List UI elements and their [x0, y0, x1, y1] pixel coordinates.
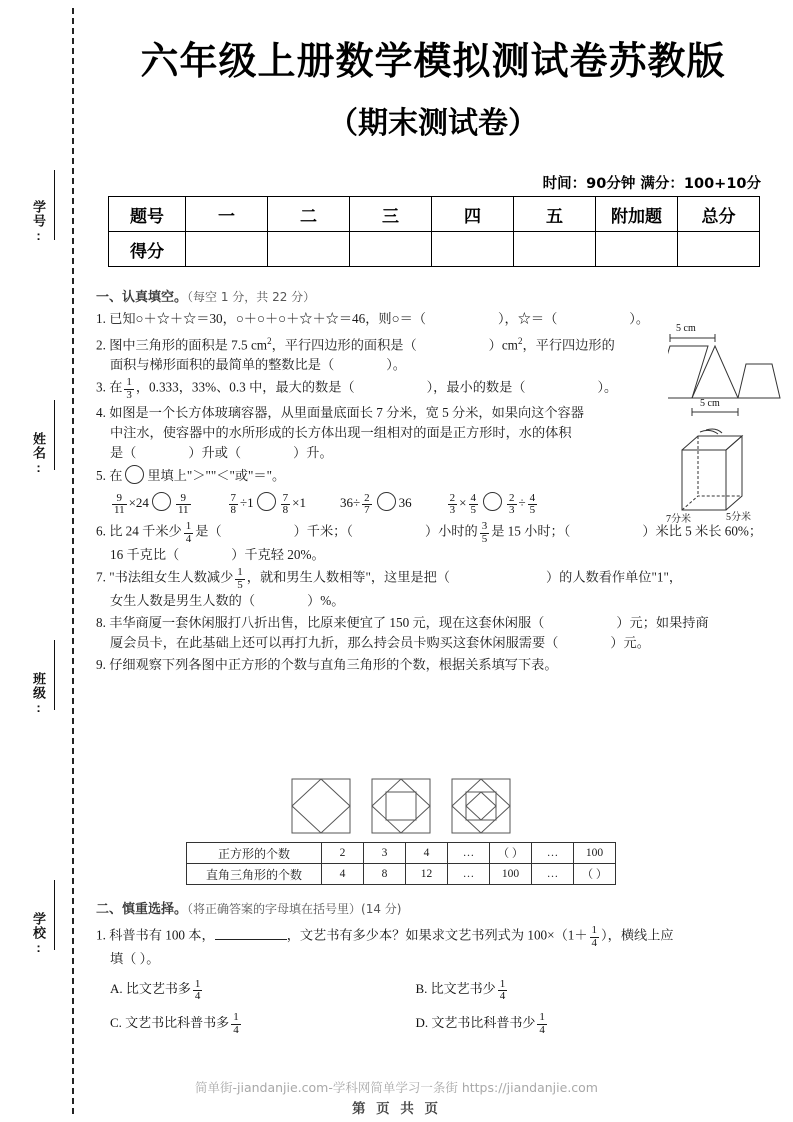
option-row-ab: [96, 978, 721, 1003]
section-two-note: （将正确答案的字母填在括号里）(14 分): [187, 902, 402, 916]
fraction-7-8-right: [281, 493, 291, 517]
comparison-row: [110, 492, 721, 517]
score-cell-bonus[interactable]: [596, 232, 678, 267]
option-b-key: B.: [415, 981, 428, 997]
fraction-numerator: 4: [529, 491, 536, 504]
inner-square-2: [386, 792, 416, 820]
count-cell-s1: 2: [322, 843, 364, 864]
dim-label-top: 5 cm: [676, 323, 696, 334]
fraction-numerator: 1: [499, 977, 506, 990]
option-c[interactable]: [96, 1012, 416, 1037]
fraction-denominator: 3: [126, 388, 132, 401]
count-cell-t3: 12: [406, 864, 448, 885]
question-7-text-e: ）%。: [307, 593, 345, 609]
fraction-4-5-left: [469, 493, 479, 517]
score-table: [108, 196, 760, 267]
cuboid-top-face: [682, 436, 742, 450]
question-8-line-2: [96, 633, 721, 653]
comparison-op-2a: ÷1: [240, 495, 254, 511]
question-8-text-d: ）元。: [610, 635, 650, 651]
inner-diamond-2: [372, 779, 430, 833]
rail-segment-3: [54, 640, 55, 710]
option-c-key: C.: [110, 1014, 122, 1030]
count-row-label-triangles: 直角三角形的个数: [187, 864, 322, 885]
option-d-fraction: [537, 1012, 547, 1036]
dim-label-length: 7分米: [666, 514, 691, 525]
question-4-text-c: ）升。: [293, 445, 333, 461]
choice-q1-text-b: ，文艺书有多少本？如果求文艺书列式为 100×（1＋: [286, 927, 588, 943]
option-d[interactable]: [416, 1012, 722, 1037]
question-6-text-d: ）小时的: [424, 523, 478, 539]
composite-shape-figure: [668, 324, 786, 432]
inner-square-3: [466, 792, 496, 820]
score-cell-2[interactable]: [268, 232, 350, 267]
page-footer: 第 页 共 页: [351, 1101, 442, 1117]
composite-shape-svg: [668, 324, 786, 432]
question-9: [96, 655, 721, 675]
question-7-line-1: [96, 567, 721, 591]
question-2-text-e: 面积与梯形面积的最简单的整数比是（: [110, 357, 335, 373]
fraction-denominator: 4: [499, 990, 506, 1003]
question-4-line-2: 中注水，使容器中的水所形成的长方体出现一组相对的面是正方形时，水的体积: [110, 425, 572, 441]
compare-circle-1[interactable]: [152, 492, 171, 511]
question-6-text-g: 16 千克比（: [110, 547, 180, 563]
fraction-denominator: 11: [114, 504, 125, 517]
fraction-denominator: 3: [449, 504, 456, 517]
cuboid-container-figure: [664, 428, 788, 530]
compare-circle-4[interactable]: [483, 492, 502, 511]
fraction-numerator: 4: [470, 491, 476, 504]
option-a-label: 比文艺书多: [125, 981, 191, 997]
comparison-item-4: $\frac{2}{3}$ × $\frac{4}{5}$ $\frac{2}{3}$ ÷ $\frac{4}{5}$: [449, 491, 536, 517]
question-4-text-b: ）升或（: [188, 445, 242, 461]
fraction-numerator: 2: [364, 491, 370, 504]
fraction-one-fourth-q6: [184, 521, 194, 545]
comparison-item-3: [340, 492, 412, 517]
inner-diamond-3b: [466, 792, 496, 820]
outer-square-3: [452, 779, 510, 833]
fraction-2-7: [362, 493, 372, 517]
pour-arc-1: [700, 430, 718, 434]
fraction-one-fourth-choice: [590, 925, 600, 949]
cuboid-right-face: [726, 436, 742, 510]
inner-diamond-1: [292, 779, 350, 833]
question-7-text-a: 7. "书法组女生人数减少: [96, 569, 234, 585]
fraction-denominator: 11: [177, 504, 189, 517]
count-table: [186, 842, 616, 885]
count-cell-s6: …: [532, 843, 574, 864]
pattern-figure-strip: [288, 776, 520, 838]
superscript-two-a: 2: [267, 336, 272, 346]
question-6-text-a: 6. 比 24 千米少: [96, 523, 182, 539]
fraction-three-fifth-q6: [480, 521, 490, 545]
score-col-5: 五: [514, 197, 596, 232]
pattern-figure-3: [448, 776, 514, 836]
question-9-line: 9. 仔细观察下列各图中正方形的个数与直角三角形的个数，根据关系填写下表。: [96, 657, 558, 673]
outer-square-1: [292, 779, 350, 833]
fraction-numerator: 2: [509, 491, 515, 504]
outer-square-2: [372, 779, 430, 833]
score-col-2: 二: [268, 197, 350, 232]
superscript-two-b: 2: [517, 336, 523, 346]
fraction-denominator: 7: [364, 504, 370, 517]
question-3: [96, 377, 721, 401]
fraction-7-8-left: [229, 493, 239, 517]
rail-segment-2: [54, 400, 55, 470]
question-6-text-f: ）米比 5 米长 60%；: [642, 523, 763, 539]
choice-q1-text-a: 1. 科普书有 100 本，: [96, 927, 215, 943]
watermark-text: 简单街-jiandanjie.com-学科网简单学习一条街 https://jiandanjie.com: [194, 1080, 598, 1095]
question-8-text-a: 8. 丰华商厦一套休闲服打八折出售，比原来便宜了 150 元，现在这套休闲服（: [96, 615, 545, 631]
score-col-4: 四: [432, 197, 514, 232]
section-one-note: （每空 1 分，共 22 分）: [187, 290, 316, 304]
fraction-numerator: 1: [539, 1011, 545, 1024]
score-row-label-score: 得分: [109, 232, 186, 267]
option-c-fraction: [231, 1012, 241, 1036]
score-col-3: 三: [350, 197, 432, 232]
question-7: [96, 567, 721, 611]
question-2-line-2: [96, 355, 721, 375]
question-1-mid: ），☆＝（: [497, 311, 558, 326]
question-6-line-2: [96, 545, 721, 565]
option-a[interactable]: [96, 978, 416, 1003]
margin-rail: [0, 0, 88, 1122]
score-col-total: 总分: [678, 197, 760, 232]
count-cell-s7: 100: [574, 843, 616, 864]
fraction-denominator: 5: [470, 504, 476, 517]
compare-circle-3[interactable]: [377, 492, 396, 511]
option-a-fraction: [193, 979, 203, 1003]
score-cell-3[interactable]: [350, 232, 432, 267]
question-4-line-3: [96, 443, 721, 463]
fraction-numerator: 9: [180, 491, 186, 504]
trapezoid-shape: [738, 364, 780, 398]
question-7-line-2: [96, 591, 721, 611]
fraction-numerator: 1: [233, 1011, 239, 1024]
fraction-denominator: 4: [233, 1023, 239, 1036]
choice-q1-inline-blank[interactable]: [215, 926, 287, 940]
fraction-numerator: 1: [185, 520, 192, 533]
comparison-op-3: 36: [398, 495, 412, 511]
choice-question-1-line-2[interactable]: 填（ ）。: [110, 951, 160, 967]
count-cell-t7[interactable]: （ ）: [574, 864, 616, 885]
field-label-name: 姓名:: [31, 432, 46, 476]
pattern-figure-1: [288, 776, 354, 836]
fraction-numerator: 7: [230, 491, 237, 504]
pour-arc-2: [706, 429, 722, 433]
fraction-numerator: 1: [591, 924, 598, 936]
fraction-9-11-left: [112, 493, 127, 517]
section-one: [96, 286, 763, 677]
table-row-triangles: [187, 864, 616, 885]
count-cell-t2: 8: [364, 864, 406, 885]
score-cell-total[interactable]: [678, 232, 760, 267]
question-8-text-b: ）元；如果持商: [616, 615, 709, 631]
rail-segment-4: [54, 880, 55, 950]
fraction-2-3-left: [448, 493, 458, 517]
question-2-text-d: ，平行四边形的: [522, 337, 615, 353]
question-6: [96, 520, 763, 565]
option-d-label: 文艺书比科普书少: [431, 1014, 536, 1030]
question-5: [96, 465, 721, 486]
fraction-4-5-right: [528, 493, 538, 517]
count-cell-s2: 3: [364, 843, 406, 864]
page-title: 六年级上册数学模拟测试卷苏教版: [140, 39, 726, 83]
question-2-text-b: ，平行四边形的面积是（: [271, 337, 417, 353]
choice-question-1-line-1: [96, 925, 721, 949]
fraction-one-third: [124, 377, 134, 401]
option-row-cd: [96, 1012, 721, 1037]
score-col-1: 一: [186, 197, 268, 232]
count-cell-s3: 4: [406, 843, 448, 864]
dim-label-width: 5分米: [726, 512, 751, 523]
option-d-key: D.: [415, 1014, 429, 1030]
triangle-shape: [692, 346, 738, 398]
question-6-text-c: ）千米；（: [293, 523, 353, 539]
fraction-one-fifth-q7: [235, 567, 245, 591]
count-cell-t1: 4: [322, 864, 364, 885]
fraction-numerator: 3: [481, 520, 488, 533]
inner-diamond-3: [452, 779, 510, 833]
section-two: [96, 898, 721, 1036]
question-7-text-c: ）的人数看作单位"1"，: [545, 569, 683, 585]
count-cell-s4: …: [448, 843, 490, 864]
fraction-denominator: 8: [282, 504, 289, 517]
question-5-text-b: 里填上"＞""＜"或"＝"。: [147, 468, 286, 484]
question-3-text-a: 3. 在: [96, 379, 123, 395]
question-1-line: [96, 309, 721, 329]
count-cell-t6: …: [532, 864, 574, 885]
fraction-numerator: 1: [126, 376, 132, 389]
count-row-label-squares: 正方形的个数: [187, 843, 322, 864]
question-7-text-b: ，就和男生人数相等"，这里是把（: [246, 569, 450, 585]
question-2: [96, 331, 721, 375]
option-b-label: 比文艺书少: [430, 981, 496, 997]
field-label-class: 班级:: [31, 672, 46, 716]
comparison-item-2: [227, 492, 306, 517]
table-row-squares: [187, 843, 616, 864]
section-one-heading: [96, 286, 721, 305]
question-2-text-f: ）。: [386, 357, 406, 373]
fraction-numerator: 7: [282, 491, 289, 504]
count-cell-s5[interactable]: （ ）: [490, 843, 532, 864]
fraction-denominator: 5: [529, 504, 536, 517]
count-cell-t5: 100: [490, 864, 532, 885]
fraction-numerator: 1: [237, 566, 243, 579]
score-cell-1[interactable]: [186, 232, 268, 267]
question-7-text-d: 女生人数是男生人数的（: [110, 593, 256, 609]
fraction-denominator: 4: [591, 936, 598, 949]
fraction-denominator: 5: [481, 532, 488, 545]
comparison-op-1: ×24: [128, 495, 149, 511]
fraction-denominator: 4: [185, 532, 192, 545]
question-6-text-b: 是（: [195, 523, 222, 539]
fraction-denominator: 4: [539, 1023, 545, 1036]
fraction-numerator: 9: [116, 491, 123, 504]
compare-circle-2[interactable]: [257, 492, 276, 511]
comparison-item-1: [110, 492, 193, 517]
question-3-text-c: ），最小的数是（: [426, 379, 526, 395]
section-one-title: 一、认真填空。: [96, 290, 188, 305]
comparison-op-2b: ×1: [292, 495, 307, 511]
exam-meta: 时间：90分钟 满分：100+10分: [542, 176, 761, 192]
count-cell-t4: …: [448, 864, 490, 885]
question-6-text-e: 是 15 小时；（: [491, 523, 571, 539]
fraction-denominator: 4: [194, 990, 201, 1003]
question-1-text: 1. 已知○＋☆＋☆＝30，○＋○＋○＋☆＋☆＝46，则○＝（: [96, 311, 426, 326]
fraction-numerator: 1: [194, 977, 201, 990]
question-4: [96, 403, 721, 463]
question-4-text-a: 是（: [110, 445, 137, 461]
question-4-line-1: 4. 如图是一个长方体玻璃容器，从里面量底面长 7 分米，宽 5 分米，如果向这个容器: [96, 405, 584, 421]
pattern-figure-2: [368, 776, 434, 836]
field-label-school: 学校:: [31, 912, 46, 956]
question-2-text-c: ）cm: [488, 337, 518, 353]
score-row-label-number: 题号: [109, 197, 186, 232]
field-label-student-id: 学号:: [31, 200, 46, 244]
question-5-line: [96, 465, 721, 486]
option-c-label: 文艺书比科普书多: [125, 1014, 230, 1030]
fraction-denominator: 5: [237, 578, 243, 591]
cuboid-front-face: [682, 450, 726, 510]
fraction-denominator: 8: [230, 504, 237, 517]
choice-question-1: [96, 925, 721, 969]
option-b[interactable]: [416, 978, 722, 1003]
fraction-2-3-right: [507, 493, 517, 517]
question-8-line-1: [96, 613, 721, 633]
score-cell-5[interactable]: [514, 232, 596, 267]
parallelogram-shape: [668, 346, 708, 398]
question-5-text-a: 5. 在: [96, 468, 123, 484]
question-2-text-a: 2. 图中三角形的面积是 7.5 cm: [96, 337, 268, 353]
rail-segment-1: [54, 170, 55, 240]
question-8-text-c: 厦会员卡，在此基础上还可以再打九折，那么持会员卡购买这套休闲服需要（: [110, 635, 559, 651]
score-col-bonus: 附加题: [596, 197, 678, 232]
fraction-9-11-right: [176, 493, 191, 517]
option-a-key: A.: [110, 981, 123, 997]
circle-blank-prompt: [125, 465, 144, 484]
comparison-prefix-3: 36÷: [340, 495, 361, 511]
question-6-text-h: ）千克轻 20%。: [231, 547, 325, 563]
question-3-text-b: ，0.333，33%、0.3 中，最大的数是（: [135, 379, 355, 395]
question-3-text-d: ）。: [597, 379, 618, 395]
option-b-fraction: [498, 979, 508, 1003]
fraction-numerator: 2: [449, 491, 456, 504]
section-two-title: 二、慎重选择。: [96, 902, 188, 917]
question-1: [96, 309, 721, 329]
score-cell-4[interactable]: [432, 232, 514, 267]
table-row-header: [109, 197, 760, 232]
dashed-fold-line: [72, 8, 74, 1114]
choice-q1-text-c: ），横线上应: [601, 927, 674, 943]
dim-label-bottom: 5 cm: [700, 398, 720, 409]
question-8: [96, 613, 721, 653]
question-1-end: ）。: [629, 311, 650, 326]
table-row-score: [109, 232, 760, 267]
section-two-heading: [96, 898, 721, 917]
question-3-line: [96, 377, 721, 401]
question-2-line-1: [96, 331, 721, 355]
question-6-line-1: [96, 520, 763, 545]
page-subtitle: （期末测试卷）: [328, 106, 538, 141]
fraction-denominator: 3: [509, 504, 515, 517]
